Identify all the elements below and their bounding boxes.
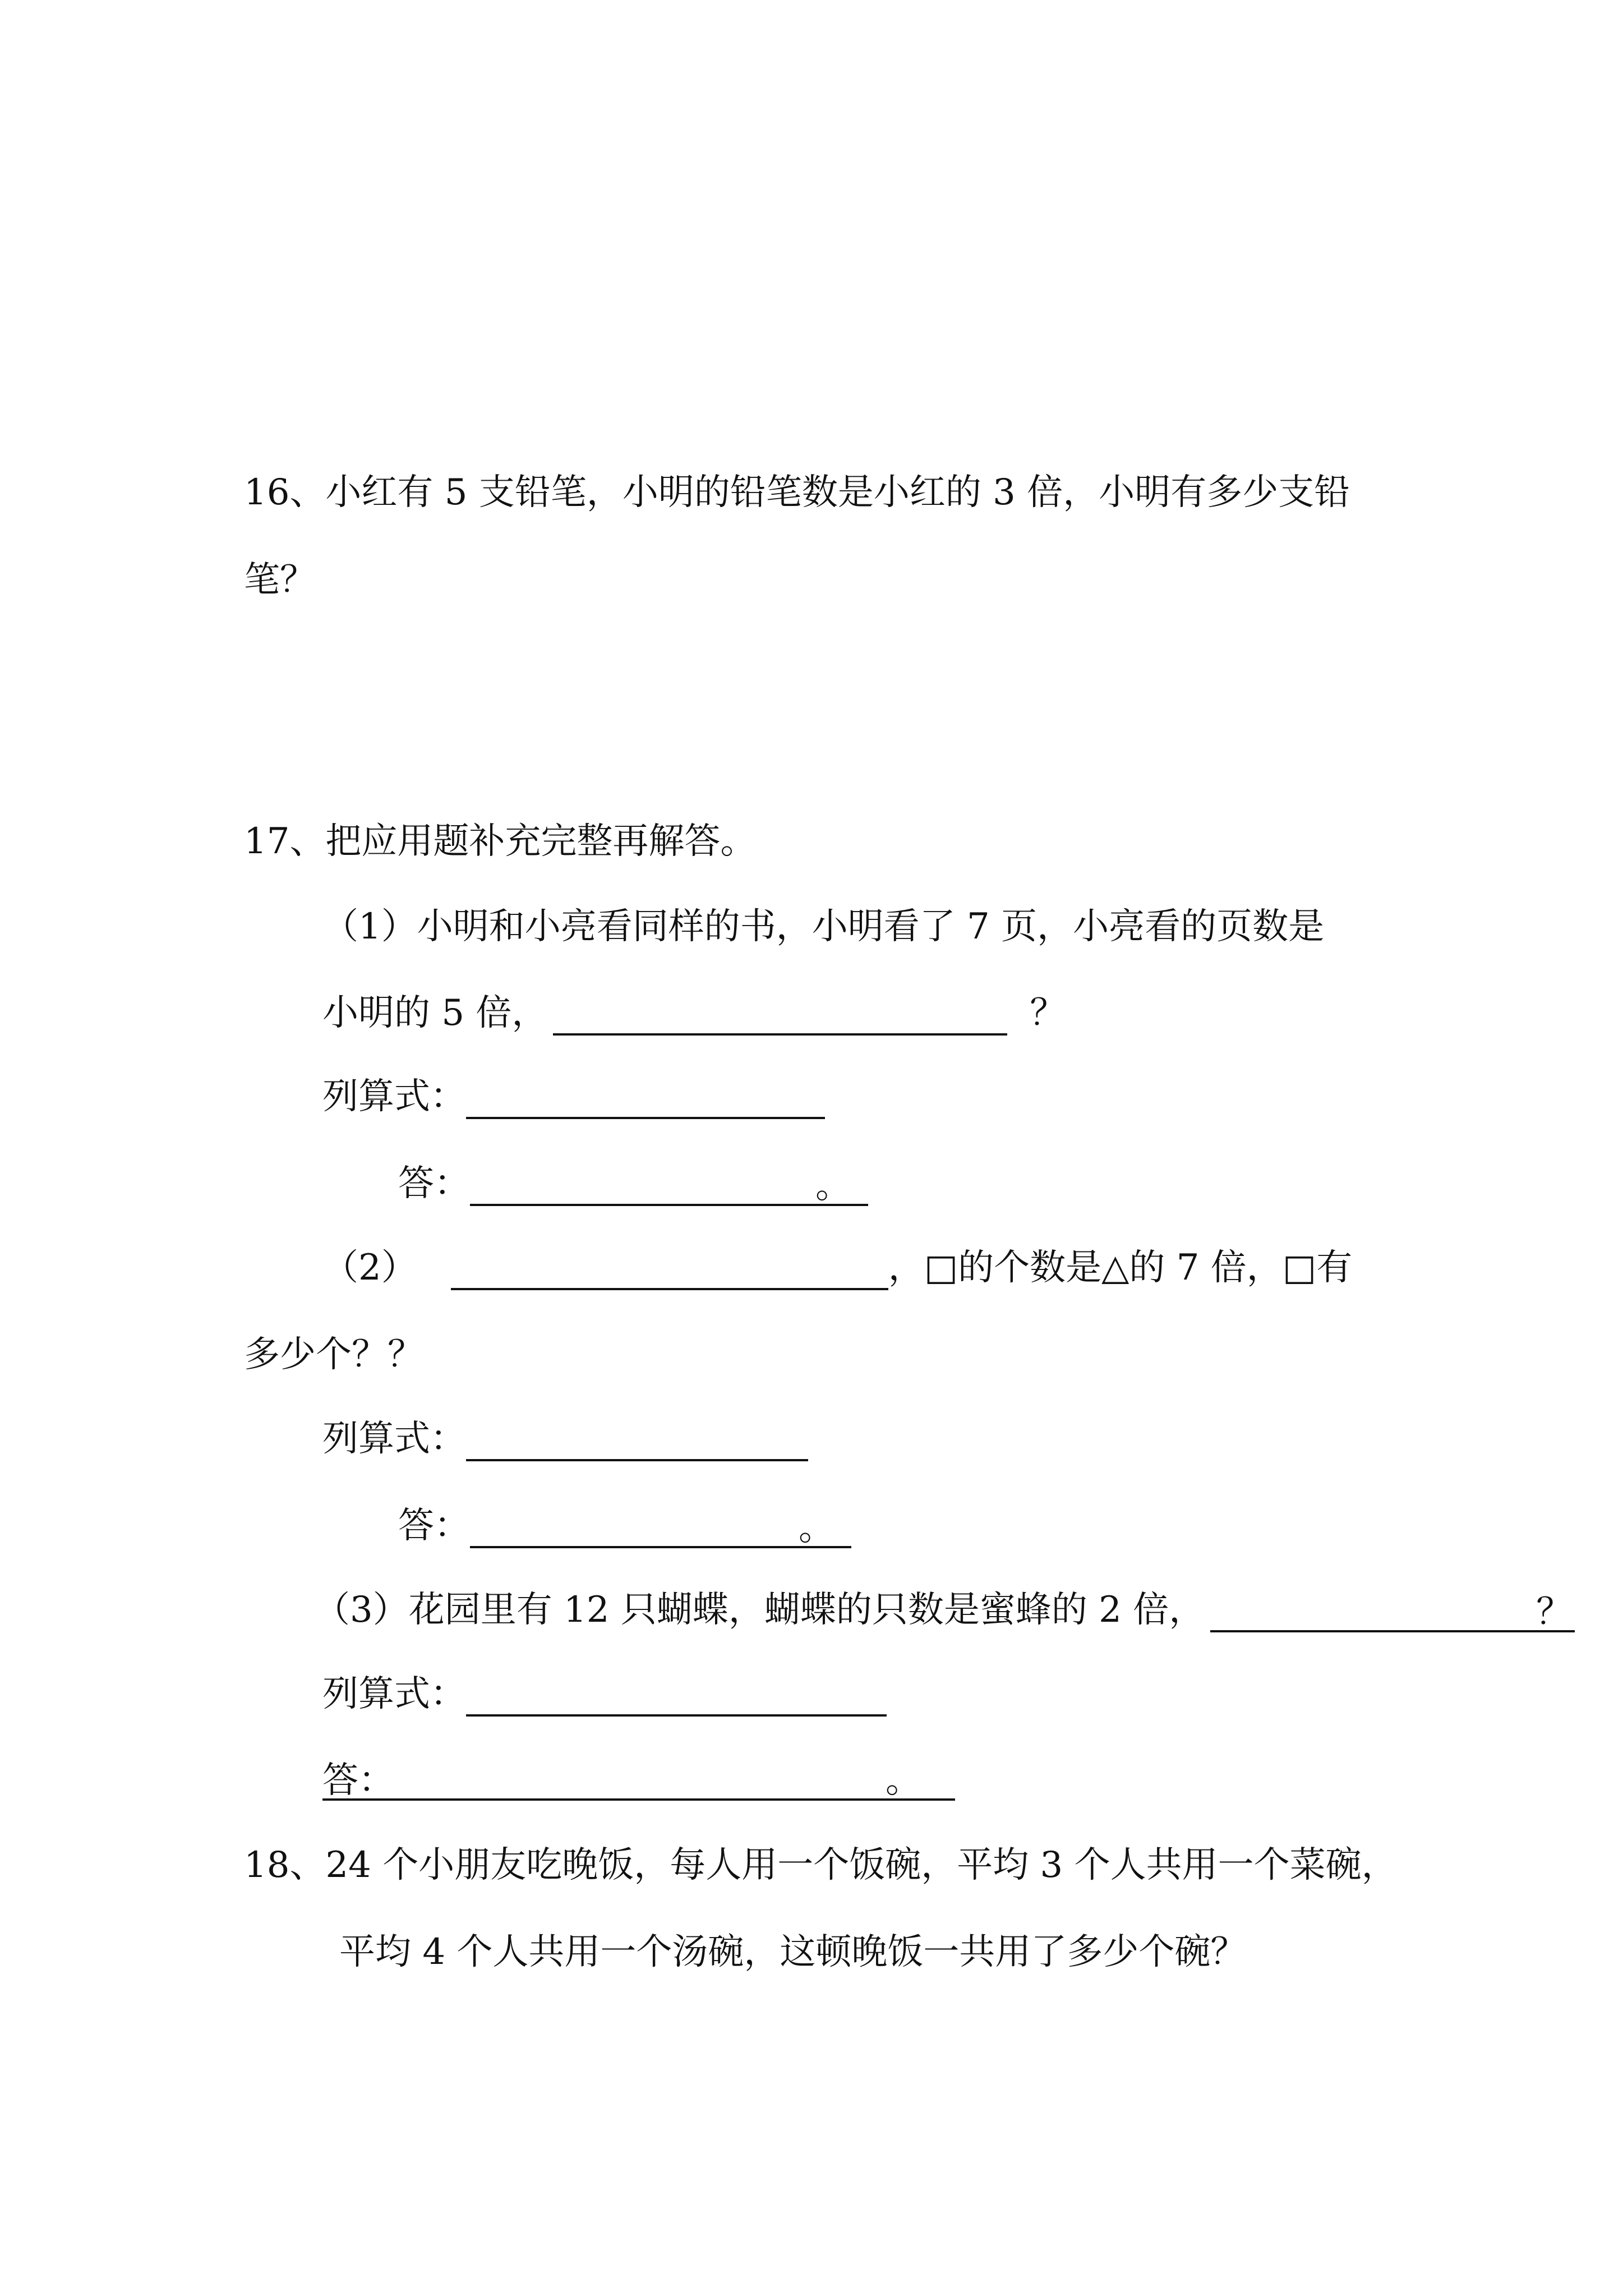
q17-p3-line-1-prefix: （3）花园里有 12 只蝴蝶，蝴蝶的只数是蜜蜂的 2 倍， — [314, 1589, 1205, 1631]
q17-p3-answer-end: 。 — [886, 1760, 921, 1801]
q17-p3-answer-label: 答： — [322, 1758, 394, 1801]
q17-p1-line-1: （1）小明和小亮看同样的书，小明看了 7 页，小亮看的页数是 — [322, 906, 1325, 947]
q17-p3-line-1 — [314, 1588, 1575, 1632]
q17-p3-formula-label: 列算式： — [322, 1673, 466, 1715]
q17-p3-answer — [322, 1756, 955, 1801]
q17-p2-formula — [322, 1416, 808, 1461]
q17-title: 17、把应用题补充完整再解答。 — [244, 821, 757, 862]
q17-p1-line-2 — [322, 991, 1066, 1036]
q17-p2-condition-blank[interactable] — [451, 1248, 888, 1290]
q17-p3-answer-blank[interactable] — [394, 1758, 955, 1801]
q16-line-2: 笔？ — [244, 559, 316, 601]
q17-p2-line-1-prefix: （2） — [322, 1247, 417, 1289]
q17-p2-line-1 — [322, 1245, 1352, 1290]
q17-p2-line-1-suffix: ，□的个数是△的 7 倍，□有 — [888, 1247, 1353, 1289]
q18-line-2: 平均 4 个人共用一个汤碗，这顿晚饭一共用了多少个碗？ — [339, 1931, 1247, 1973]
q17-p1-line-2-suffix: ？ — [1030, 992, 1066, 1034]
q17-p1-question-blank[interactable] — [553, 993, 1007, 1036]
q17-p3-line-1-end: ？ — [1536, 1591, 1573, 1633]
q17-p2-answer — [398, 1503, 851, 1548]
q17-p2-line-2: 多少个？？ — [244, 1334, 423, 1375]
q17-p1-line-2-prefix: 小明的 5 倍， — [322, 992, 548, 1034]
q17-p3-question-blank[interactable] — [1210, 1590, 1575, 1632]
q17-p2-answer-end: 。 — [799, 1507, 834, 1549]
q17-p1-formula — [322, 1074, 825, 1119]
q17-p1-answer — [398, 1161, 868, 1206]
q17-p1-formula-label: 列算式： — [322, 1076, 466, 1117]
q17-p2-formula-label: 列算式： — [322, 1418, 466, 1460]
q18-line-1: 18、24 个小朋友吃晚饭，每人用一个饭碗，平均 3 个人共用一个菜碗， — [244, 1844, 1398, 1886]
q17-p2-formula-blank[interactable] — [466, 1419, 808, 1461]
q17-p3-formula — [322, 1672, 887, 1717]
q17-p1-formula-blank[interactable] — [466, 1076, 825, 1119]
q17-p1-answer-end: 。 — [815, 1165, 851, 1207]
q17-p1-answer-blank[interactable] — [470, 1163, 868, 1206]
q17-p1-answer-label: 答： — [398, 1163, 470, 1204]
q16-line-1: 16、小红有 5 支铅笔，小明的铅笔数是小红的 3 倍，小明有多少支铅 — [244, 472, 1350, 513]
q17-p2-answer-blank[interactable] — [470, 1506, 851, 1548]
q17-p3-formula-blank[interactable] — [466, 1674, 887, 1717]
q17-p2-answer-label: 答： — [398, 1505, 470, 1547]
